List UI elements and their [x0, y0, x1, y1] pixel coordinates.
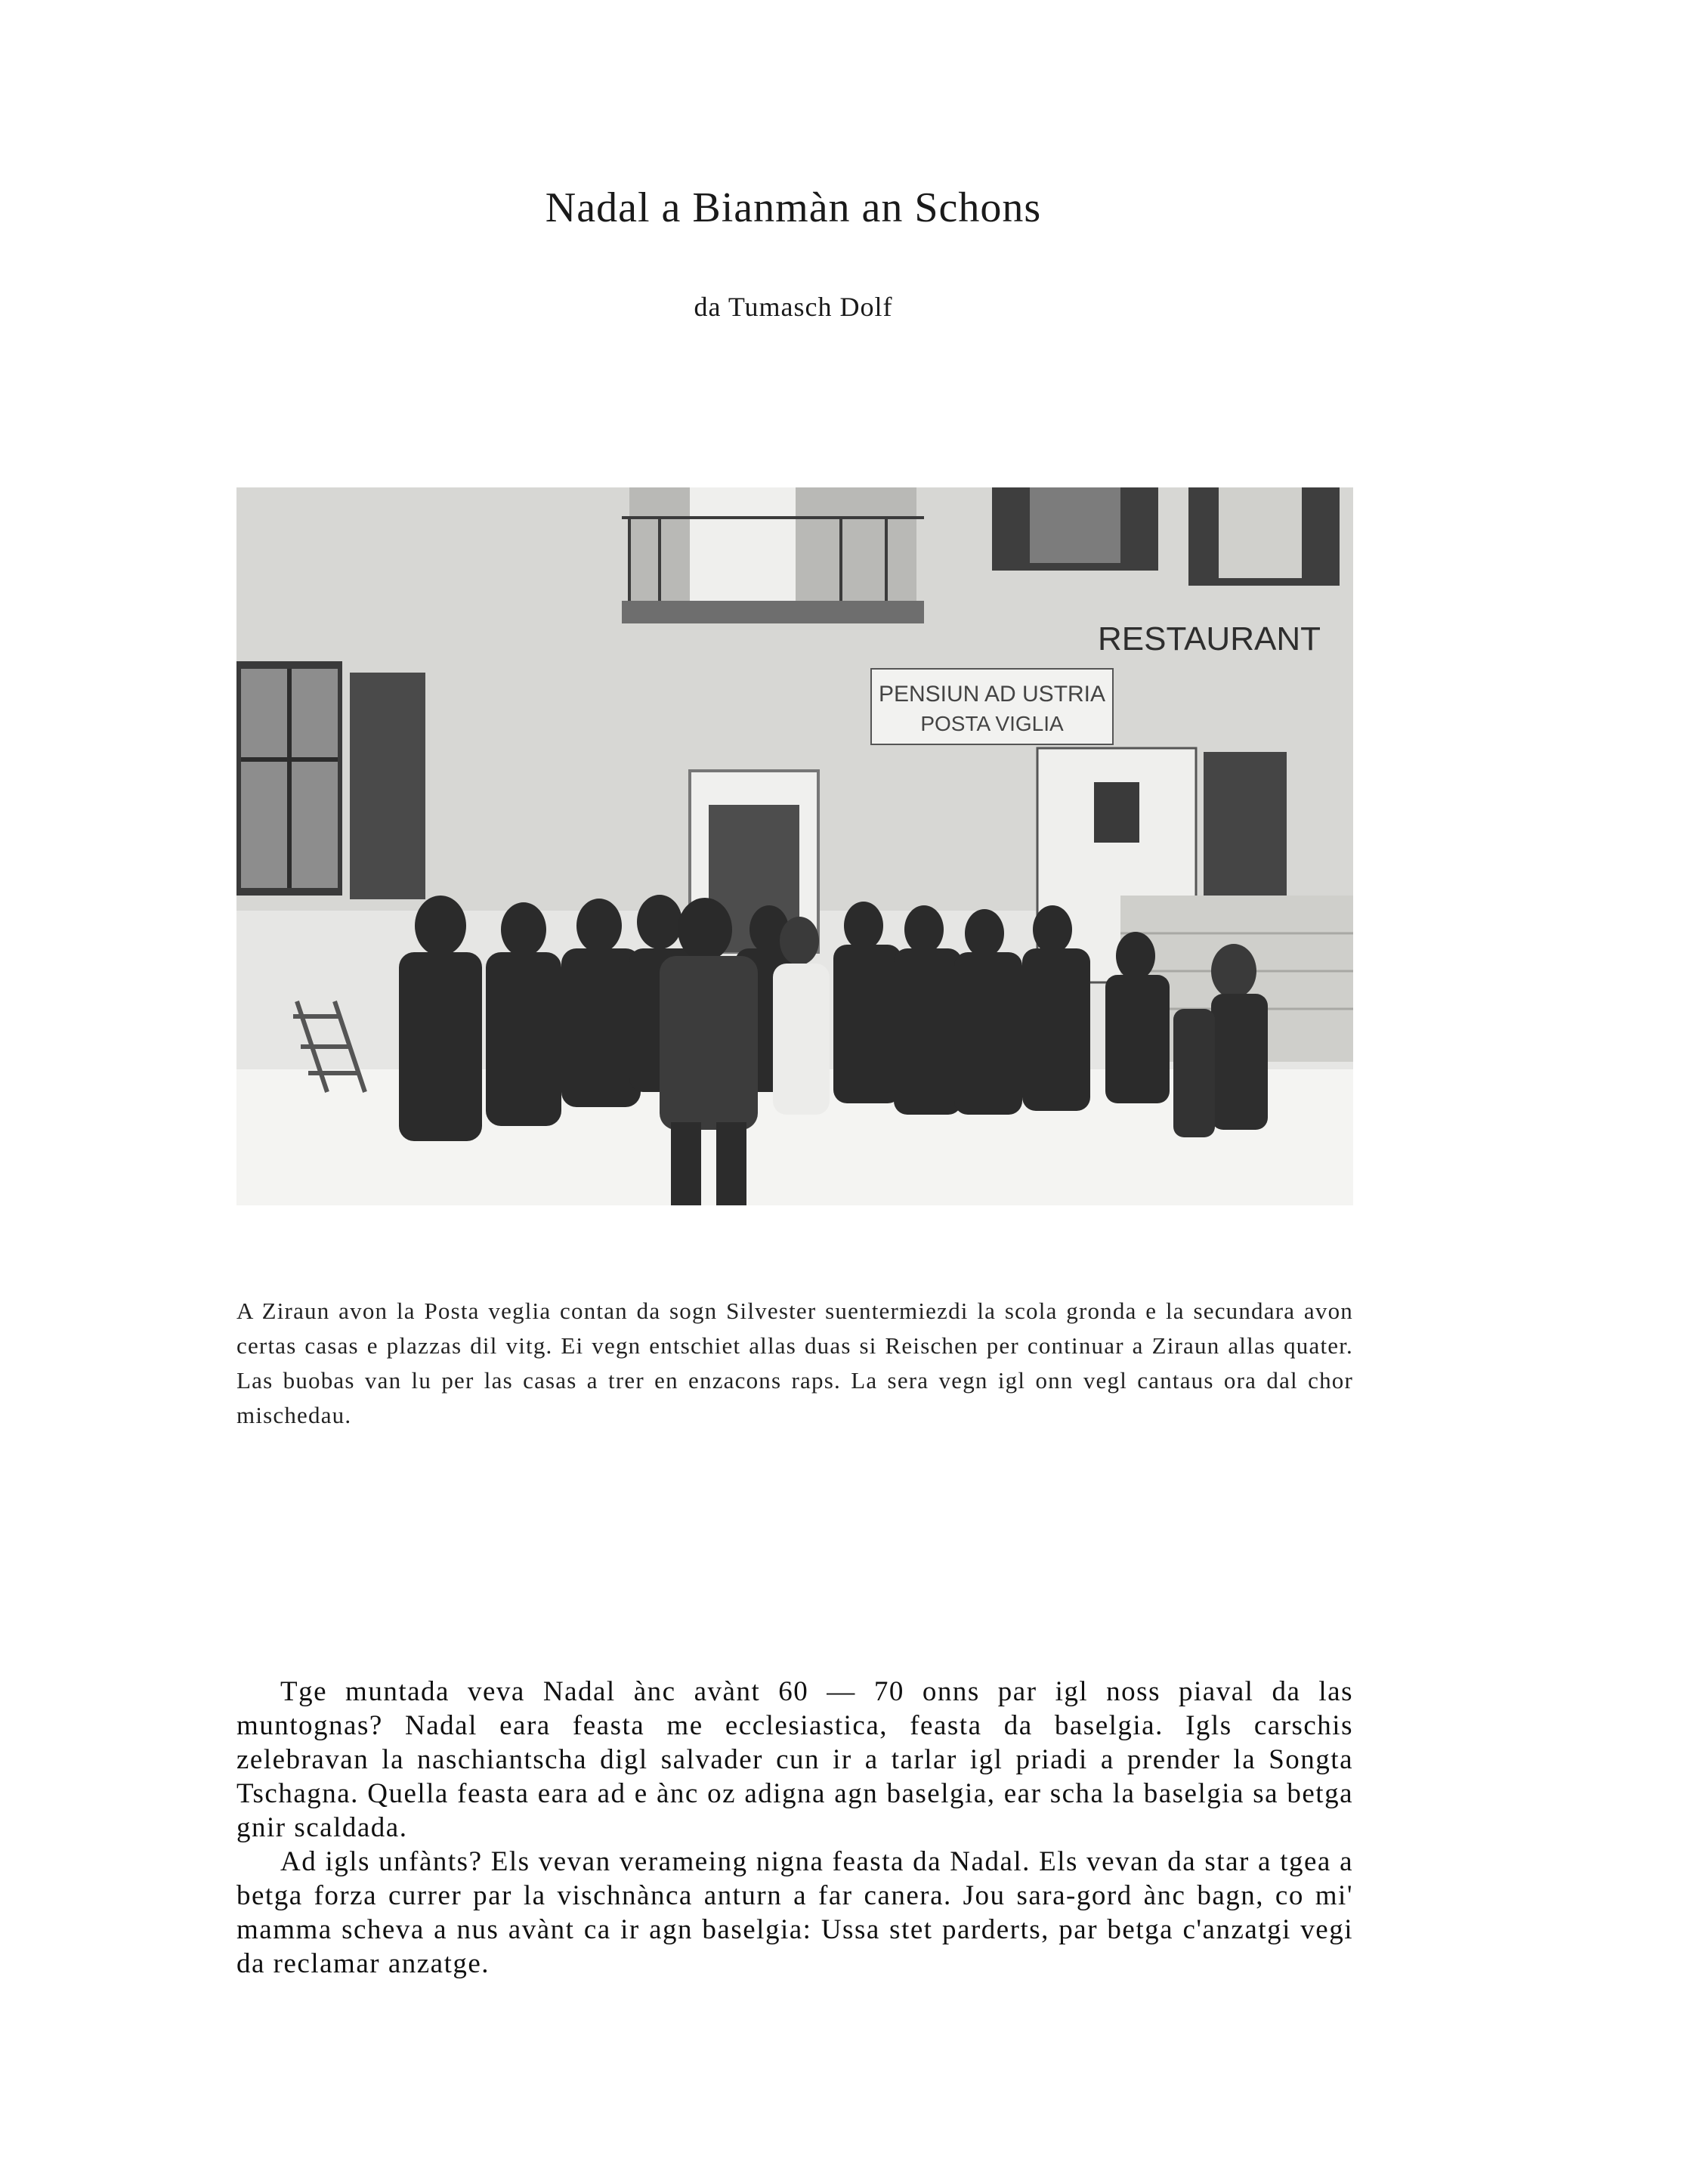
article-body	[236, 1675, 1353, 1981]
article-title: Nadal a Bianmàn an Schons	[545, 184, 1042, 231]
restaurant-sign: RESTAURANT	[1098, 620, 1321, 657]
photo-caption: A Ziraun avon la Posta veglia contan da sogn Silvester suentermiezdi la scola gronda e la secundara avon certas casas e plazzas dil vitg. Ei vegn entschiet allas duas si Reischen per continuar a Ziraun allas quater. Las buobas van lu per las casas a trer en enzacons raps. La sera vegn igl onn vegl cantaus ora dal chor mischedau.	[236, 1298, 1353, 1428]
article-author: da Tumasch Dolf	[694, 292, 893, 322]
body-paragraph: Ad igls unfànts? Els vevan verameing nigna feasta da Nadal. Els vevan da star a tgea a betga forza currer par la vischnànca anturn a far canera. Jou sara-gord ànc bagn, co mi' mamma scheva a nus avànt ca ir agn baselgia: Ussa stet parderts, par betga c'anzatgi vegi da reclamar anzatge.	[236, 1846, 1353, 1979]
pension-sign-line1: PENSIUN AD USTRIA	[878, 682, 1106, 707]
pension-sign-line2: POSTA VIGLIA	[920, 712, 1064, 735]
body-paragraph: Tge muntada veva Nadal ànc avànt 60 — 70 onns par igl noss piaval da las muntognas? Nadal eara feasta me ecclesiastica, feasta da baselgia. Igls carschis zelebravan la naschiantscha digl salvader cun ir a tarlar igl priadi a prender la Songta Tschagna. Quella feasta eara ad e ànc oz adigna agn baselgia, ear scha la baselgia sa betga gnir scaldada.	[236, 1676, 1353, 1843]
article-photo	[236, 487, 1353, 1205]
